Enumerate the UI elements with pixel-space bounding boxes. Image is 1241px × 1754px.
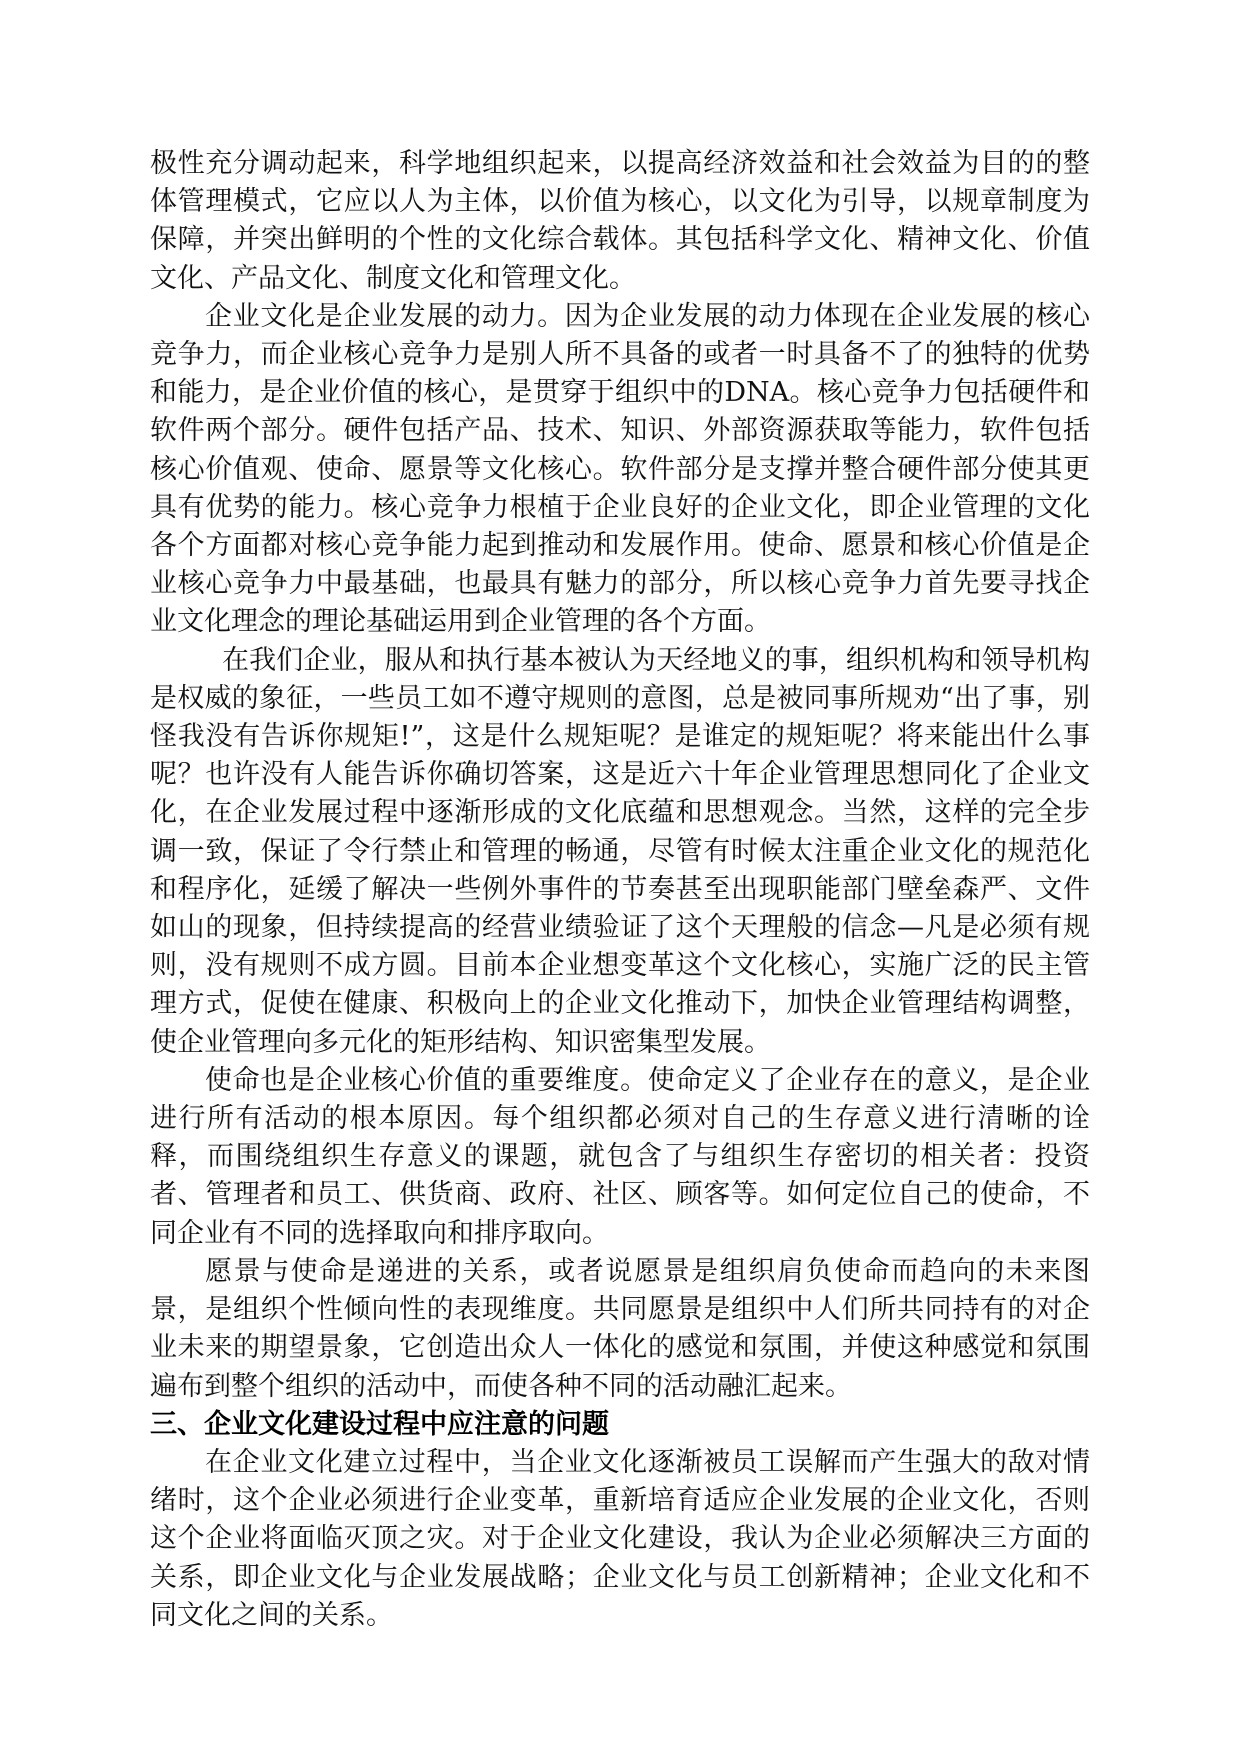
paragraph-core-competence: 企业文化是企业发展的动力。因为企业发展的动力体现在企业发展的核心竞争力，而企业核心竞争力是别人所不具备的或者一时具备不了的独特的优势和能力，是企业价值的核心，是贯穿于组织中的DNA。核心竞争力包括硬件和软件两个部分。硬件包括产品、技术、知识、外部资源获取等能力，软件包括核心价值观、使命、愿景等文化核心。软件部分是支撑并整合硬件部分使其更具有优势的能力。核心竞争力根植于企业良好的企业文化，即企业管理的文化各个方面都对核心竞争能力起到推动和发展作用。使命、愿景和核心价值是企业核心竞争力中最基础，也最具有魅力的部分，所以核心竞争力首先要寻找企业文化理念的理论基础运用到企业管理的各个方面。 (150, 300, 1090, 638)
paragraph-our-enterprise: 在我们企业，服从和执行基本被认为天经地义的事，组织机构和领导机构是权威的象征，一些员工如不遵守规则的意图，总是被同事所规劝“出了事，别怪我没有告诉你规矩!”，这是什么规矩呢？是谁定的规矩呢？将来能出什么事呢？也许没有人能告诉你确切答案，这是近六十年企业管理思想同化了企业文化，在企业发展过程中逐渐形成的文化底蕴和思想观念。当然，这样的完全步调一致，保证了令行禁止和管理的畅通，尽管有时候太注重企业文化的规范化和程序化，延缓了解决一些例外事件的节奏甚至出现职能部门壁垒森严、文件如山的现象，但持续提高的经营业绩验证了这个天理般的信念—凡是必须有规则，没有规则不成方圆。目前本企业想变革这个文化核心，实施广泛的民主管理方式，促使在健康、积极向上的企业文化推动下，加快企业管理结构调整，使企业管理向多元化的矩形结构、知识密集型发展。 (150, 644, 1090, 1058)
paragraph-continuation: 极性充分调动起来，科学地组织起来，以提高经济效益和社会效益为目的的整体管理模式，它应以人为主体，以价值为核心，以文化为引导，以规章制度为保障，并突出鲜明的个性的文化综合载体。其包括科学文化、精神文化、价值文化、产品文化、制度文化和管理文化。 (150, 148, 1090, 294)
paragraph-culture-building: 在企业文化建立过程中，当企业文化逐渐被员工误解而产生强大的敌对情绪时，这个企业必须进行企业变革，重新培育适应企业发展的企业文化，否则这个企业将面临灭顶之灾。对于企业文化建设，我认为企业必须解决三方面的关系，即企业文化与企业发展战略；企业文化与员工创新精神；企业文化和不同文化之间的关系。 (150, 1446, 1090, 1631)
section-heading: 三、企业文化建设过程中应注意的问题 (150, 1408, 609, 1440)
paragraph-vision: 愿景与使命是递进的关系，或者说愿景是组织肩负使命而趋向的未来图景，是组织个性倾向性的表现维度。共同愿景是组织中人们所共同持有的对企业未来的期望景象，它创造出众人一体化的感觉和氛围，并使这种感觉和氛围遍布到整个组织的活动中，而使各种不同的活动融汇起来。 (150, 1255, 1090, 1402)
paragraph-mission: 使命也是企业核心价值的重要维度。使命定义了企业存在的意义，是企业进行所有活动的根本原因。每个组织都必须对自己的生存意义进行清晰的诠释，而围绕组织生存意义的课题，就包含了与组织生存密切的相关者：投资者、管理者和员工、供货商、政府、社区、顾客等。如何定位自己的使命，不同企业有不同的选择取向和排序取向。 (150, 1064, 1090, 1249)
document-page (150, 145, 1090, 1635)
